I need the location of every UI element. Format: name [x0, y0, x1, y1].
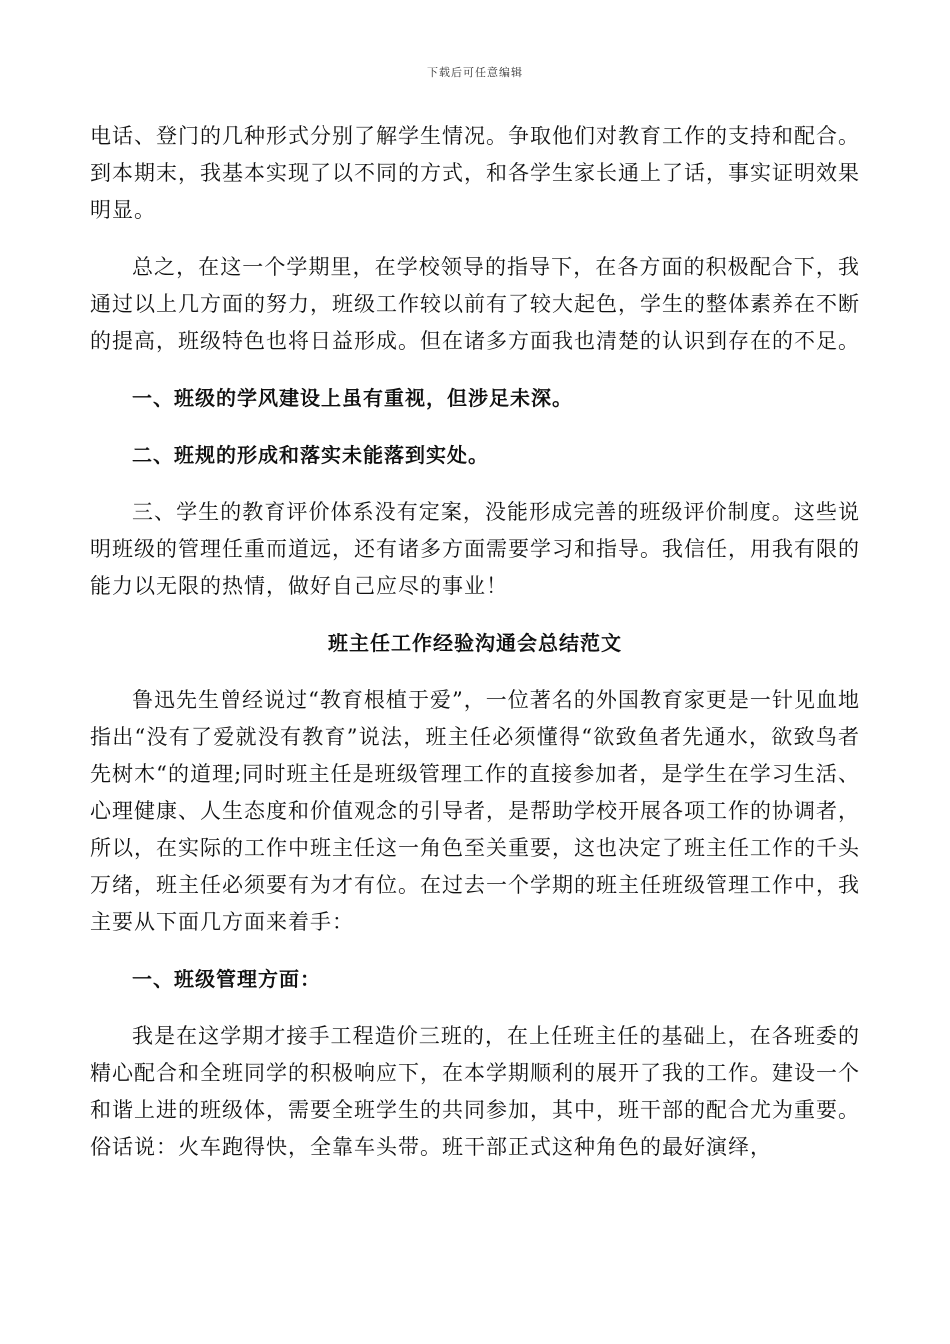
heading-shortcoming-1: 一、班级的学风建设上虽有重视，但涉足未深。: [132, 386, 573, 410]
paragraph-gap: [90, 662, 860, 682]
paragraph-class-management: 我是在这学期才接手工程造价三班的，在上任班主任的基础上，在各班委的精心配合和全班同学的积极响应下，在本学期顺利的展开了我的工作。建设一个和谐上进的班级体，需要全班学生的共同参加，其中，班干部的配合尤为重要。俗话说：火车跑得快，全靠车头带。班干部正式这种角色的最好演绎，: [90, 1024, 860, 1159]
page-header-note: 下载后可任意编辑: [427, 66, 523, 79]
paragraph-shortcoming-3: 三、学生的教育评价体系没有定案，没能形成完善的班级评价制度。这些说明班级的管理任重而道远，还有诸多方面需要学习和指导。我信任，用我有限的能力以无限的热情，做好自己应尽的事业！: [90, 500, 860, 598]
paragraph-gap: [90, 417, 860, 437]
paragraph-gap: [90, 998, 860, 1018]
heading-class-management: 一、班级管理方面：: [132, 967, 321, 991]
paragraph-intro: 鲁迅先生曾经说过“教育根植于爱”，一位著名的外国教育家更是一针见血地指出“没有了爱就没有教育”说法，班主任必须懂得“欲致鱼者先通水，欲致鸟者先树木“的道理;同时班主任是班级管理工作的直接参加者，是学生在学习生活、心理健康、人生态度和价值观念的引导者，是帮助学校开展各项工作的协调者，所以，在实际的工作中班主任这一角色至关重要，这也决定了班主任工作的千头万绪，班主任必须要有为才有位。在过去一个学期的班主任班级管理工作中，我主要从下面几方面来着手：: [90, 688, 860, 934]
paragraph-gap: [90, 229, 860, 249]
paragraph-gap: [90, 474, 860, 494]
paragraph-parent-contact: 电话、登门的几种形式分别了解学生情况。争取他们对教育工作的支持和配合。到本期末，我基本实现了以不同的方式，和各学生家长通上了话，事实证明效果明显。: [90, 124, 860, 222]
paragraph-gap: [90, 605, 860, 625]
paragraph-gap: [90, 941, 860, 961]
paragraph-summary: 总之，在这一个学期里，在学校领导的指导下，在各方面的积极配合下，我通过以上几方面的努力，班级工作较以前有了较大起色，学生的整体素养在不断的提高，班级特色也将日益形成。但在诸多方面我也清楚的认识到存在的不足。: [90, 255, 860, 353]
heading-shortcoming-2: 二、班规的形成和落实未能落到实处。: [132, 443, 489, 467]
document-body: [90, 118, 860, 1166]
section-title: 班主任工作经验沟通会总结范文: [328, 631, 622, 655]
paragraph-gap: [90, 360, 860, 380]
